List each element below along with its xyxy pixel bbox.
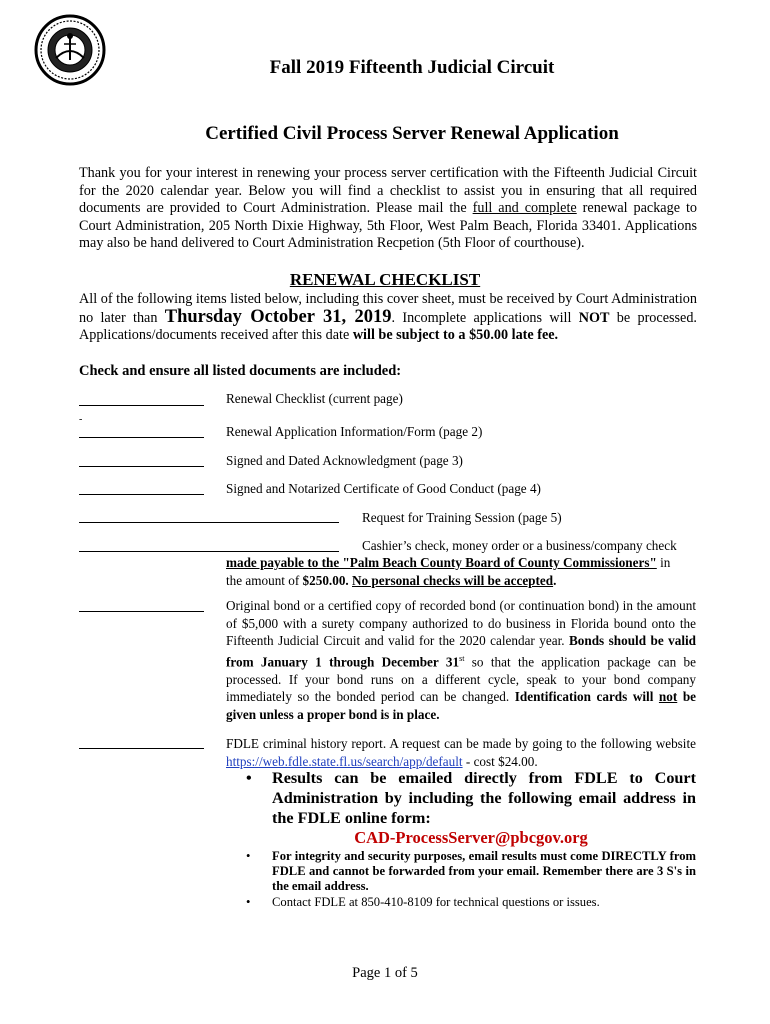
deadline-text-2: . Incomplete applications will <box>391 309 579 326</box>
payment-in-word: in <box>656 555 671 570</box>
amount-prefix: the amount of <box>226 572 303 588</box>
payable-to-text: made payable to the "Palm Beach County Board of County Commissioners" <box>226 555 657 570</box>
checklist-heading: RENEWAL CHECKLIST <box>289 270 481 289</box>
check-instruction: Check and ensure all listed documents are included: <box>79 363 402 379</box>
payment-item-line1: Cashier’s check, money order or a business/company check <box>362 538 677 553</box>
bullet-text: For integrity and security purposes, email results must come DIRECTLY from FDLE and cannot be forwarded from your email. Remember there are 3 S's in the email address. <box>272 849 696 894</box>
no-personal-checks: No personal checks will be accepted <box>352 572 554 588</box>
checklist-item: Signed and Notarized Certificate of Good Conduct (page 4) <box>226 481 541 496</box>
id-cards-text-2: be given unless a proper bond is in place. <box>226 689 696 722</box>
fdle-website-link[interactable]: https://web.fdle.state.fl.us/search/app/default <box>226 753 463 769</box>
intro-text-1: Thank you for your interest in renewing your process server certification with the Fifteenth Judicial Circuit for the 2020 calendar year. Below you will find a checklist to assist you in ensuring that all required documents are provided to Court Administration. Please mail the <box>79 165 697 217</box>
payment-end: . <box>553 572 557 588</box>
page-subtitle: Certified Civil Process Server Renewal Application <box>205 123 619 144</box>
bond-text-2: so that the application package can be processed. If your bond runs on a different cycle, speak to your bond company immediately so the bonded period can be changed. <box>226 654 696 705</box>
payment-amount: $250.00. <box>302 572 349 588</box>
not-word: NOT <box>578 309 610 326</box>
id-cards-not: not <box>658 689 678 705</box>
stray-dash: - <box>79 414 83 425</box>
bullet-dot: • <box>246 895 251 909</box>
contact-email[interactable]: CAD-ProcessServer@pbcgov.org <box>354 828 588 847</box>
intro-underlined-text: full and complete <box>472 200 577 217</box>
checkbox-line-payment[interactable] <box>79 551 339 552</box>
bond-text-1: Original bond or a certified copy of recorded bond (or continuation bond) in the amount of $5,000 with a surety company authorized to do business in Florida bound onto the Fifteenth Judicial Circuit and valid for the 2020 calendar year. <box>226 598 696 649</box>
id-cards-text: Identification cards will <box>514 689 659 705</box>
checklist-item: Renewal Application Information/Form (page 2) <box>226 424 483 439</box>
checklist-item: Request for Training Session (page 5) <box>362 510 562 525</box>
fdle-text-2: - cost $24.00. <box>462 753 538 769</box>
checkbox-line-bond[interactable] <box>79 611 204 612</box>
checkbox-line-application-form[interactable] <box>79 437 204 438</box>
checkbox-line-fdle[interactable] <box>79 748 204 749</box>
page-number: Page 1 of 5 <box>352 965 418 981</box>
checkbox-line-acknowledgment[interactable] <box>79 466 204 467</box>
bullet-text: Contact FDLE at 850-410-8109 for technical questions or issues. <box>272 895 600 909</box>
checkbox-line-training-session[interactable] <box>79 522 339 523</box>
checklist-item: Renewal Checklist (current page) <box>226 391 403 406</box>
bullet-text: Results can be emailed directly from FDLE to Court Administration by including the following email address in the FDLE online form: <box>272 769 696 827</box>
deadline-paragraph <box>79 291 697 345</box>
fdle-text-1: FDLE criminal history report. A request can be made by going to the following website <box>226 736 696 751</box>
bullet-dot: • <box>246 769 252 787</box>
deadline-text-1: All of the following items listed below, including this cover sheet, must be received by Court Administration no later than <box>79 291 697 326</box>
bond-sup: st <box>459 653 465 663</box>
bond-item <box>226 597 696 724</box>
intro-text-2: renewal package to Court Administration, 205 North Dixie Highway, 5th Floor, West Palm Beach, Florida 33401. Applications may also be hand delivered to Court Administration Recpetion (5th Floor of courthouse). <box>79 200 697 252</box>
bond-validity: Bonds should be valid from January 1 through December 31 <box>226 633 696 670</box>
deadline-text-3: be processed. Applications/documents received after this date <box>79 309 697 344</box>
bullet-dot: • <box>246 849 251 863</box>
fdle-item <box>226 735 696 770</box>
payment-item-details <box>226 554 696 589</box>
deadline-date: Thursday October 31, 2019 <box>164 306 392 327</box>
checklist-item: Signed and Dated Acknowledgment (page 3) <box>226 453 463 468</box>
late-fee-text: will be subject to a $50.00 late fee. <box>352 327 559 344</box>
checkbox-line-good-conduct[interactable] <box>79 494 204 495</box>
checkbox-line-renewal-checklist[interactable] <box>79 405 204 406</box>
intro-paragraph <box>79 165 697 253</box>
page-title: Fall 2019 Fifteenth Judicial Circuit <box>269 57 555 78</box>
